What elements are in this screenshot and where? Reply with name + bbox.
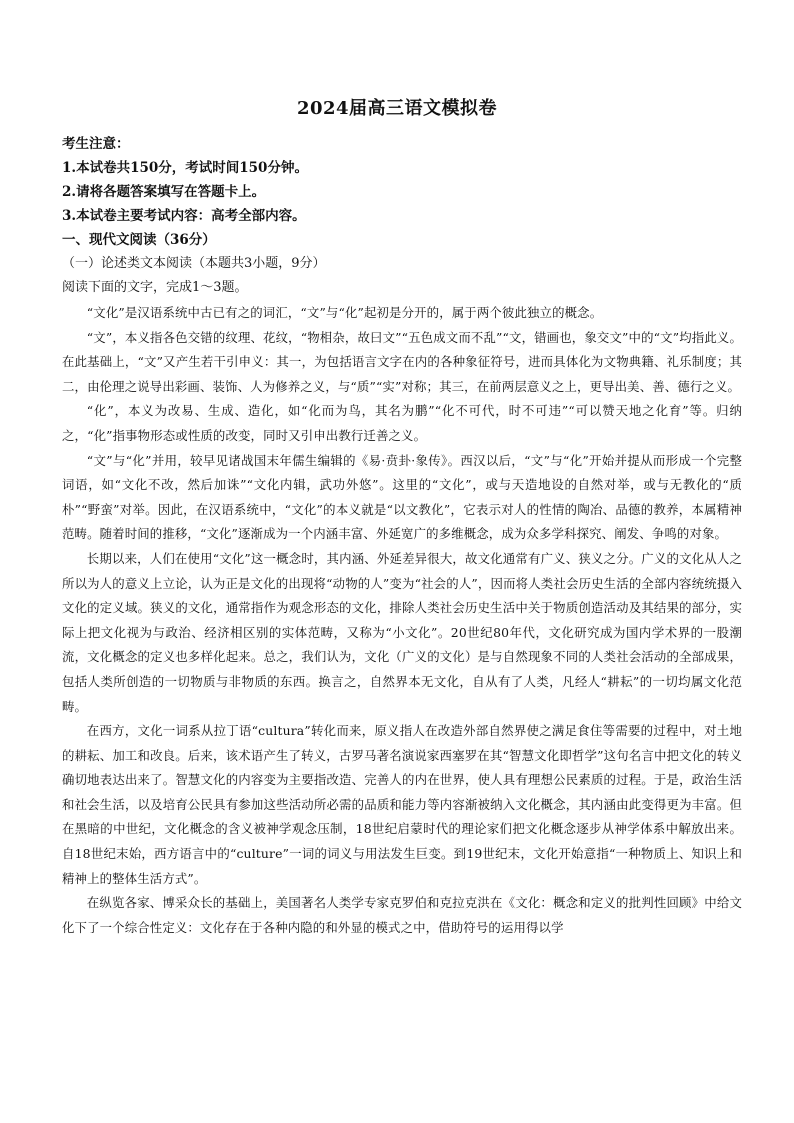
passage-paragraph: 长期以来，人们在使用“文化”这一概念时，其内涵、外延差异很大，故文化通常有广义、狭义之分。广义的文化从人之所以为人的意义上立论，认为正是文化的出现将“动物的人”变为“社会的人”，因而将人类社会历史生活的全部内容统统摄入文化的定义域。狭义的文化，通常指作为观念形态的文化，排除人类社会历史生活中关于物质创造活动及其结果的部分，实际上把文化视为与政治、经济相区别的实体范畴，又称为“小文化”。20世纪80年代，文化研究成为国内学术界的一股潮流，文化概念的定义也多样化起来。总之，我们认为，文化（广义的文化）是与自然现象不同的人类社会活动的全部成果，包括人类所创造的一切物质与非物质的东西。换言之，自然界本无文化，自从有了人类，凡经人“耕耘”的一切均属文化范畴。	[62, 550, 742, 714]
reading-instruction: 阅读下面的文字，完成1～3题。	[62, 280, 248, 295]
passage-paragraph: “文”，本义指各色交错的纹理、花纹，“物相杂，故曰文”“五色成文而不乱”“文，错画也，象交文”中的“文”均指此义。在此基础上，“文”又产生若干引申义：其一，为包括语言文字在内的各种象征符号，进而具体化为文物典籍、礼乐制度；其二，由伦理之说导出彩画、装饰、人为修养之义，与“质”“实”对称；其三，在前两层意义之上，更导出美、善、德行之义。	[62, 329, 742, 394]
passage-paragraph: “文”与“化”并用，较早见诸战国末年儒生编辑的《易·贲卦·象传》。西汉以后，“文”与“化”开始并提从而形成一个完整词语，如“文化不改，然后加诛”“文化内辑，武功外悠”。这里的“文化”，或与天造地设的自然对举，或与无教化的“质朴”“野蛮”对举。因此，在汉语系统中，“文化”的本义就是“以文教化”，它表示对人的性情的陶冶、品德的教养，本属精神范畴。随着时间的推移，“文化”逐渐成为一个内涵丰富、外延宽广的多维概念，成为众多学科探究、阐发、争鸣的对象。	[62, 452, 742, 542]
passage-paragraph: 在西方，文化一词系从拉丁语“cultura”转化而来，原义指人在改造外部自然界使之满足食住等需要的过程中，对土地的耕耘、加工和改良。后来，该术语产生了转义，古罗马著名演说家西塞罗在其“智慧文化即哲学”这句名言中把文化的转义确切地表达出来了。智慧文化的内容变为主要指改造、完善人的内在世界，使人具有理想公民素质的过程。于是，政治生活和社会生活，以及培育公民具有参加这些活动所必需的品质和能力等内容渐被纳入文化概念，其内涵由此变得更为丰富。但在黑暗的中世纪，文化概念的含义被神学观念压制，18世纪启蒙时代的理论家们把文化概念逐步从神学体系中解放出来。自18世纪末始，西方语言中的“culture”一词的词义与用法发生巨变。到19世纪末，文化开始意指“一种物质上、知识上和精神上的整体生活方式”。	[62, 723, 742, 886]
exam-title: 2024届高三语文模拟卷	[296, 98, 498, 119]
passage-paragraph: “文化”是汉语系统中古已有之的词汇，“文”与“化”起初是分开的，属于两个彼此独立的概念。	[86, 305, 603, 320]
notice-heading: 考生注意：	[62, 136, 130, 152]
reading-passage	[62, 301, 742, 940]
section-heading: 一、现代文阅读（36分）	[62, 232, 216, 248]
notice-item: 2.请将各题答案填写在答题卡上。	[62, 184, 266, 200]
passage-paragraph: 在纵览各家、博采众长的基础上，美国著名人类学专家克罗伯和克拉克洪在《文化：概念和定义的批判性回顾》中给文化下了一个综合性定义：文化存在于各种内隐的和外显的模式之中，借助符号的运用得以学	[62, 895, 742, 935]
section-subheading: （一）论述类文本阅读（本题共3小题，9分）	[62, 256, 326, 271]
notice-item: 3.本试卷主要考试内容：高考全部内容。	[62, 208, 306, 224]
notice-block	[62, 132, 742, 300]
notice-item: 1.本试卷共150分，考试时间150分钟。	[62, 160, 308, 176]
passage-paragraph: “化”，本义为改易、生成、造化，如“化而为鸟，其名为鹏”“化不可代，时不可违”“可以赞天地之化育”等。归纳之，“化”指事物形态或性质的改变，同时又引申出教行迁善之义。	[62, 403, 742, 443]
